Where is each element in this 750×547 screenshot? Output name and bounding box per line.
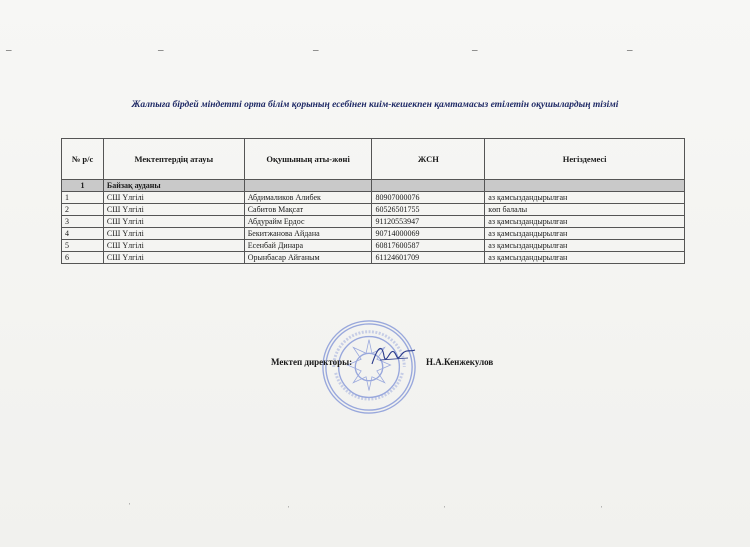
table-row: [62, 204, 685, 216]
cell-school: СШ Үлгілі: [103, 192, 244, 204]
cell-name: Сабитов Мақсат: [244, 204, 372, 216]
cell-school: СШ Үлгілі: [103, 216, 244, 228]
scan-speck: ˈ: [128, 502, 131, 511]
cell-iin: 61124601709: [372, 252, 485, 264]
scan-speck: ˈ: [287, 505, 290, 514]
region-num: 1: [62, 180, 104, 192]
header-num: № р/с: [62, 139, 104, 180]
cell-num: 3: [62, 216, 104, 228]
top-dash-mark: –: [472, 44, 478, 56]
cell-school: СШ Үлгілі: [103, 252, 244, 264]
cell-iin: 80907000076: [372, 192, 485, 204]
cell-basis: аз қамсыздандырылған: [485, 240, 685, 252]
scan-speck: ˈ: [600, 505, 603, 514]
cell-school: СШ Үлгілі: [103, 228, 244, 240]
table-row: [62, 192, 685, 204]
top-dash-mark: –: [158, 44, 164, 56]
top-dash-mark: –: [313, 44, 319, 56]
region-row: [62, 180, 685, 192]
cell-iin: 60817600587: [372, 240, 485, 252]
header-school: Мектептердің атауы: [103, 139, 244, 180]
cell-basis: аз қамсыздандырылған: [485, 228, 685, 240]
cell-school: СШ Үлгілі: [103, 240, 244, 252]
director-name: Н.А.Кенжекулов: [426, 357, 494, 367]
cell-basis: көп балалы: [485, 204, 685, 216]
cell-iin: 91120553947: [372, 216, 485, 228]
table-row: [62, 252, 685, 264]
scan-speck: ˈ: [443, 505, 446, 514]
cell-num: 2: [62, 204, 104, 216]
students-table: [61, 138, 685, 264]
cell-iin: 90714000069: [372, 228, 485, 240]
header-name: Оқушының аты-жөні: [244, 139, 372, 180]
cell-name: Абдималиков Алибек: [244, 192, 372, 204]
cell-num: 5: [62, 240, 104, 252]
cell-num: 1: [62, 192, 104, 204]
cell-num: 4: [62, 228, 104, 240]
table-row: [62, 216, 685, 228]
region-empty-cell: [485, 180, 685, 192]
region-empty-cell: [372, 180, 485, 192]
table-row: [62, 240, 685, 252]
header-iin: ЖСН: [372, 139, 485, 180]
cell-num: 6: [62, 252, 104, 264]
region-empty-cell: [244, 180, 372, 192]
signature-icon: [368, 340, 418, 370]
cell-basis: аз қамсыздандырылған: [485, 252, 685, 264]
cell-name: Орынбасар Айганым: [244, 252, 372, 264]
cell-basis: аз қамсыздандырылған: [485, 192, 685, 204]
cell-name: Абдурайм Ердос: [244, 216, 372, 228]
top-dash-mark: –: [6, 44, 12, 56]
document-title: Жалпыға бірдей міндетті орта білім қорының есебінен киім-кешекпен қамтамасыз етілетін оқушылардың тізімі: [131, 100, 619, 110]
cell-school: СШ Үлгілі: [103, 204, 244, 216]
table-row: [62, 228, 685, 240]
header-basis: Негіздемесі: [485, 139, 685, 180]
top-dash-mark: –: [627, 44, 633, 56]
cell-name: Есенбай Динара: [244, 240, 372, 252]
region-name: Байзақ ауданы: [103, 180, 244, 192]
cell-iin: 60526501755: [372, 204, 485, 216]
table-header-row: [62, 139, 685, 180]
cell-basis: аз қамсыздандырылған: [485, 216, 685, 228]
director-role-label: Мектеп директоры:: [271, 357, 353, 367]
cell-name: Бекитжанова Айдана: [244, 228, 372, 240]
